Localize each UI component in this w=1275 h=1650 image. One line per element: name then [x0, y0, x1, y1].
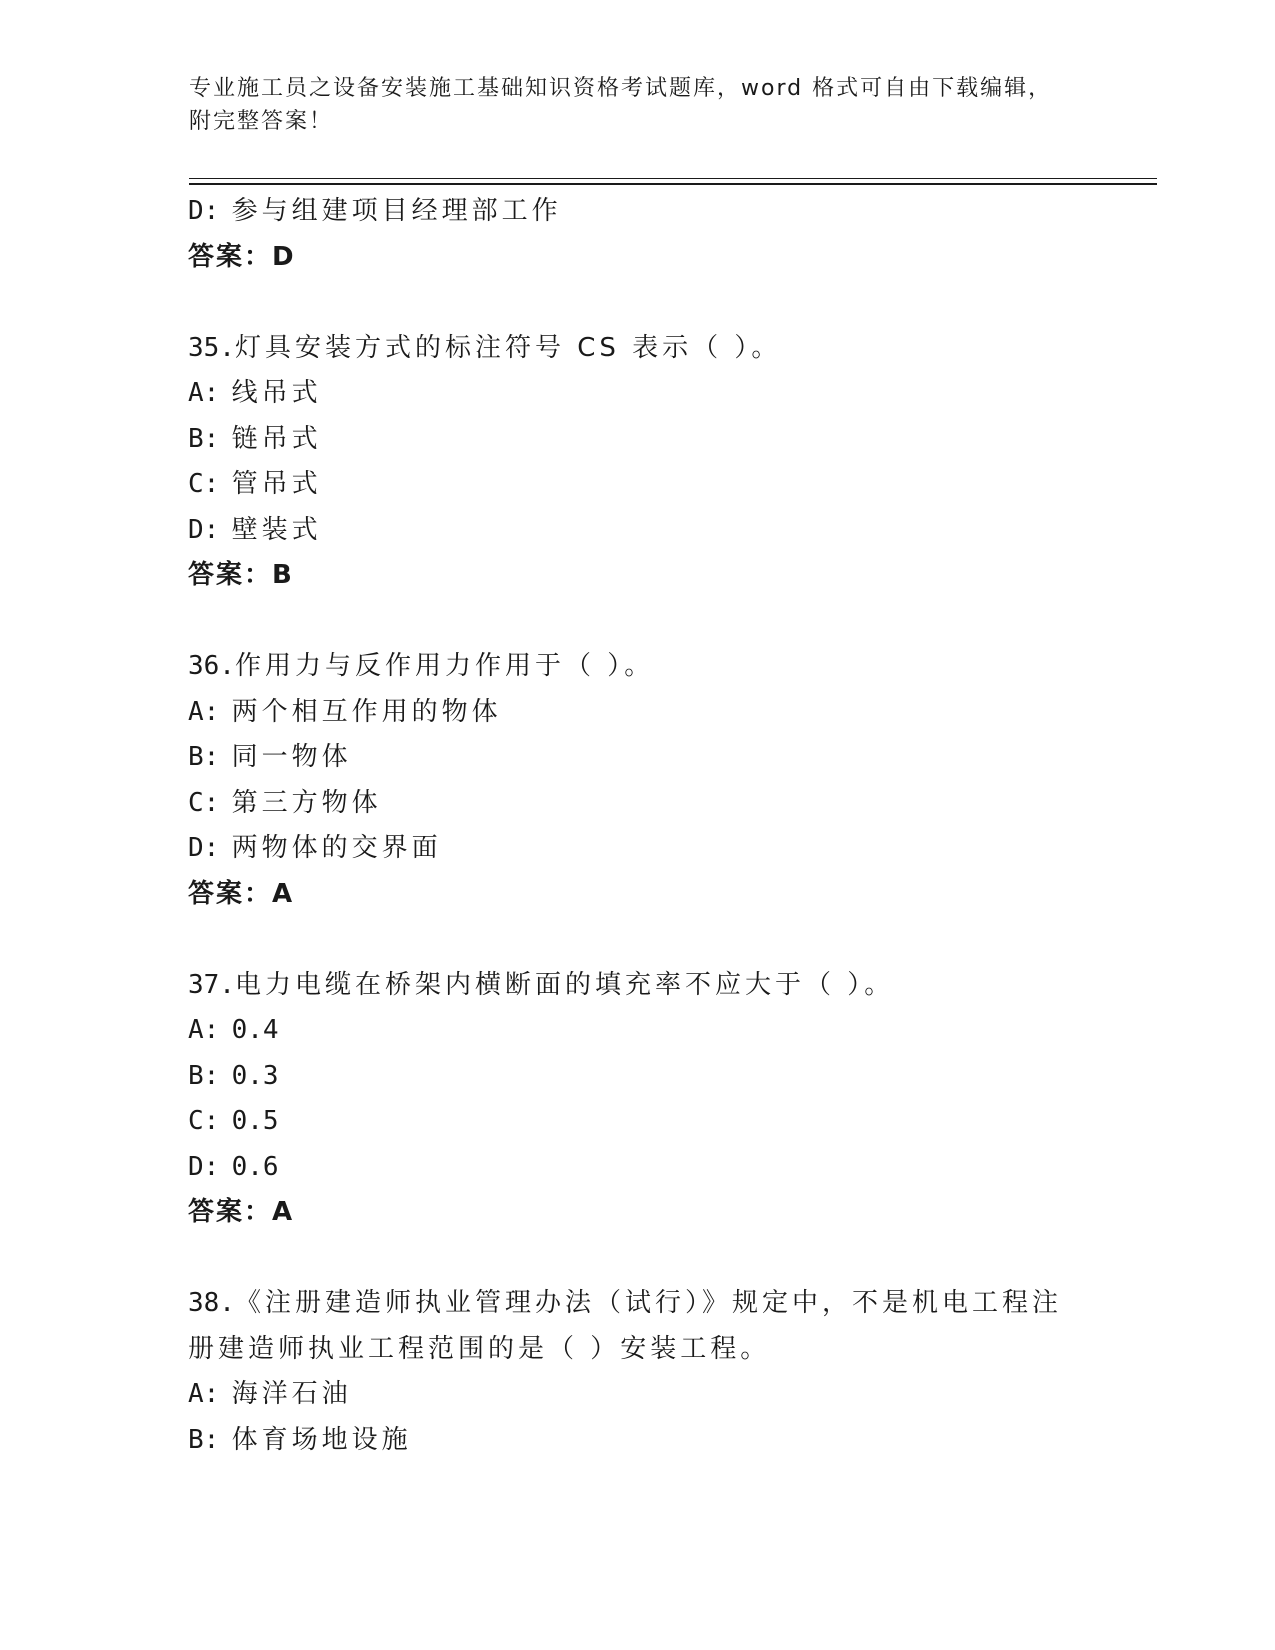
- answer-line: 答案：A: [188, 1197, 295, 1227]
- option-text: 链吊式: [231, 423, 322, 454]
- option-line: [188, 1008, 1148, 1054]
- header-rule-thin: [189, 178, 1157, 179]
- option-label: B:: [188, 742, 220, 772]
- option-text: 两物体的交界面: [231, 833, 442, 863]
- option-line: [188, 1145, 1148, 1191]
- option-line: [188, 826, 1148, 872]
- page-header: 专业施工员之设备安装施工基础知识资格考试题库，word 格式可自由下载编辑，附完整答案！: [189, 76, 1053, 134]
- question-35: [188, 326, 1088, 372]
- option-label: C:: [188, 1106, 220, 1136]
- option-text: 海洋石油: [231, 1379, 352, 1409]
- option-label: C:: [188, 787, 220, 818]
- option-text: 0.6: [231, 1151, 279, 1182]
- option-line: [188, 1418, 1148, 1464]
- option-line: [188, 462, 1148, 508]
- option-line: [188, 417, 1148, 463]
- option-label: B:: [188, 423, 220, 454]
- option-label: D:: [188, 514, 220, 545]
- option-line: [188, 1054, 1148, 1100]
- option-text: 0.4: [231, 1015, 279, 1045]
- option-text: 0.3: [231, 1060, 279, 1091]
- question-number: 37.: [188, 969, 235, 1000]
- option-text: 管吊式: [231, 469, 322, 499]
- question-text: 作用力与反作用力作用于（ ）。: [234, 651, 655, 681]
- question-text: 电力电缆在桥架内横断面的填充率不应大于（ ）。: [234, 969, 895, 1000]
- option-label: C:: [188, 469, 220, 499]
- option-line: [188, 508, 1148, 554]
- question-36: [188, 644, 1088, 690]
- option-label: B:: [188, 1424, 220, 1455]
- option-line: [188, 371, 1148, 417]
- option-label: A:: [188, 1015, 220, 1045]
- header-rule-thick: [189, 183, 1157, 185]
- question-38: [188, 1281, 1088, 1372]
- option-line: [188, 1099, 1148, 1145]
- question-text: 《注册建造师执业管理办法（试行）》规定中，不是机电工程注册建造师执业工程范围的是（ ）安装工程。: [188, 1288, 1062, 1364]
- option-text: 两个相互作用的物体: [231, 696, 502, 727]
- option-line: [188, 781, 1148, 827]
- option-text: 参与组建项目经理部工作: [231, 196, 562, 226]
- option-label: A:: [188, 696, 220, 727]
- answer-line: 答案：B: [188, 560, 294, 590]
- option-line: [188, 690, 1148, 736]
- option-line: [188, 1372, 1148, 1418]
- option-text: 0.5: [231, 1106, 279, 1136]
- question-37: [188, 963, 1088, 1009]
- question-number: 36.: [188, 651, 235, 681]
- option-label: B:: [188, 1060, 220, 1091]
- answer-line: 答案：D: [188, 241, 296, 272]
- question-number: 35.: [188, 332, 235, 363]
- option-label: A:: [188, 1379, 220, 1409]
- option-label: D:: [188, 833, 220, 863]
- option-line: [188, 735, 1148, 781]
- option-label: D:: [188, 1151, 220, 1182]
- answer-line: 答案：A: [188, 878, 295, 909]
- option-text: 壁装式: [231, 514, 322, 545]
- option-text: 体育场地设施: [231, 1424, 412, 1455]
- question-number: 38.: [188, 1288, 235, 1318]
- option-label: D:: [188, 196, 220, 226]
- question-text: 灯具安装方式的标注符号 CS 表示（ ）。: [234, 332, 782, 363]
- option-text: 线吊式: [231, 378, 322, 408]
- document-body: [188, 189, 1148, 1463]
- option-line: [188, 189, 1148, 235]
- option-text: 同一物体: [231, 742, 352, 772]
- option-label: A:: [188, 378, 220, 408]
- option-text: 第三方物体: [231, 787, 382, 818]
